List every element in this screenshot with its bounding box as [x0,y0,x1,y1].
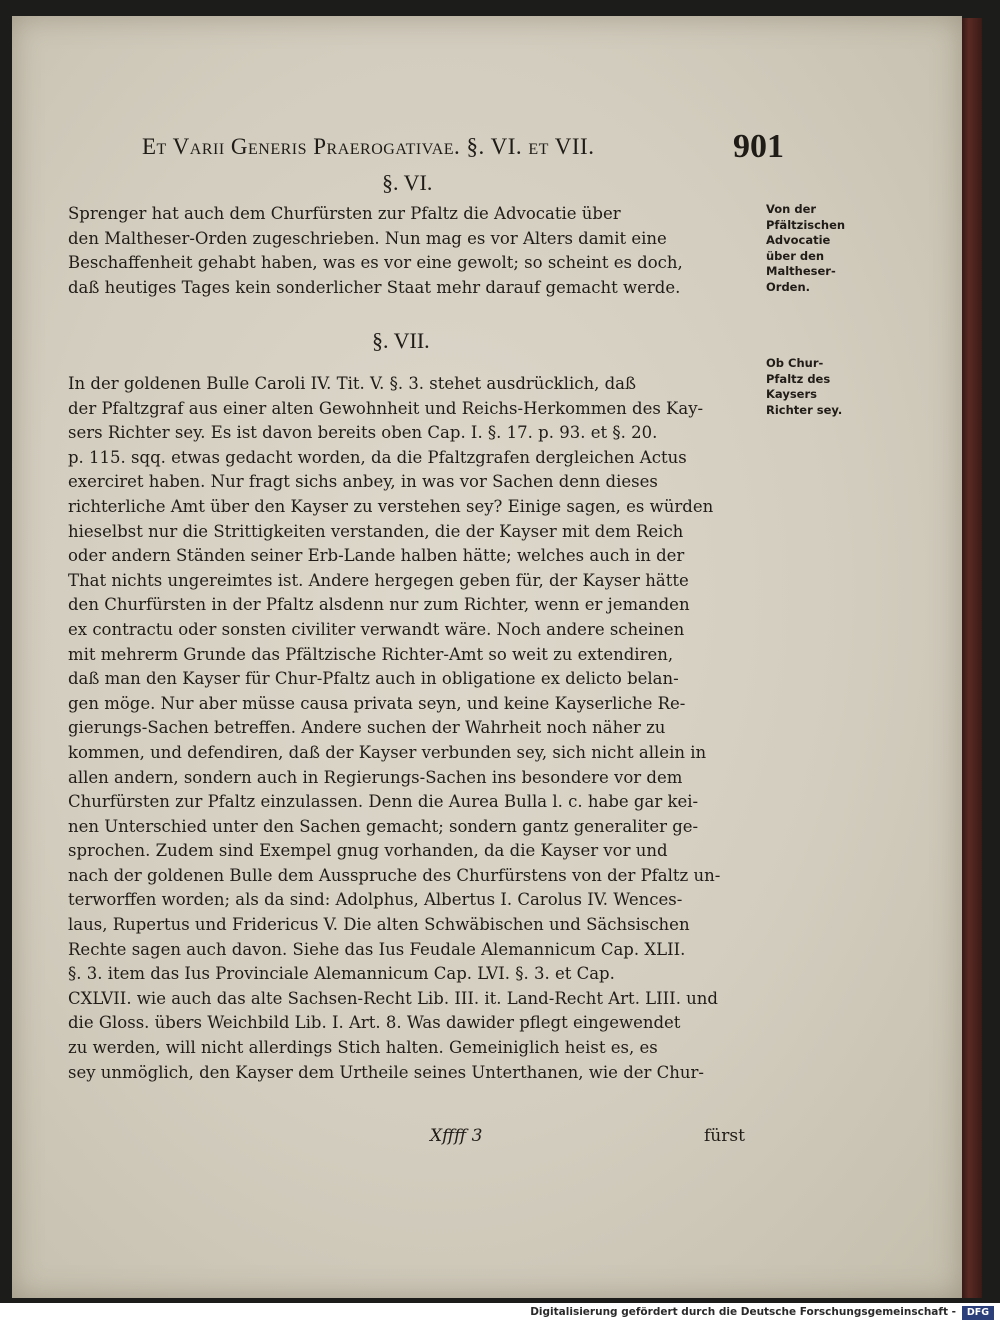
text-line: daß heutiges Tages kein sonderlicher Staat mehr darauf gemacht werde. [68,277,681,297]
section-6-margin-note [766,202,854,295]
section-7-heading: §. VII. [372,328,430,353]
margin-note-line: Pfaltz des [766,371,831,386]
section-7-paragraph [68,372,756,1085]
text-line: richterliche Amt über den Kayser zu verstehen sey? Einige sagen, es würden [68,496,714,516]
text-line: allen andern, sondern auch in Regierungs-Sachen ins besondere vor dem [68,767,683,787]
footer-bar [0,1303,1000,1323]
text-line: kommen, und defendiren, daß der Kayser verbunden sey, sich nicht allein in [68,742,707,762]
margin-note-line: Maltheser- [766,264,836,278]
dfg-logo: DFG [962,1306,994,1320]
catchword: fürst [704,1126,745,1146]
text-line: §. 3. item das Ius Provinciale Alemannicum Cap. LVI. §. 3. et Cap. [68,964,615,984]
book-page [12,16,962,1298]
book-spine-edge [960,18,982,1298]
text-line: p. 115. sqq. etwas gedacht worden, da die Pfaltzgrafen dergleichen Actus [68,447,687,467]
margin-note-line: über den [766,248,825,263]
text-line: In der goldenen Bulle Caroli IV. Tit. V. §. 3. stehet ausdrücklich, daß [68,374,637,393]
text-line: laus, Rupertus und Fridericus V. Die alten Schwäbischen und Sächsischen [68,915,690,935]
margin-note-line: Kaysers [766,387,817,401]
text-line: den Maltheser-Orden zugeschrieben. Nun mag es vor Alters damit eine [68,228,667,248]
running-title: Et Varii Generis Praerogativae. §. VI. et VII. [142,134,595,159]
signature-mark: Xffff 3 [430,1126,483,1146]
text-line: CXLVII. wie auch das alte Sachsen-Recht Lib. III. it. Land-Recht Art. LIII. und [68,988,718,1008]
text-line: mit mehrerm Grunde das Pfältzische Richter-Amt so weit zu extendiren, [68,644,674,664]
text-line: nach der goldenen Bulle dem Ausspruche des Churfürstens von der Pfaltz un- [68,865,721,885]
text-line: gierungs-Sachen betreffen. Andere suchen der Wahrheit noch näher zu [68,718,666,738]
text-line: That nichts ungereimtes ist. Andere hergegen geben für, der Kayser hätte [68,570,689,590]
margin-note-line: Ob Chur- [766,356,824,370]
text-line: hieselbst nur die Strittigkeiten verstanden, die der Kayser mit dem Reich [68,521,684,541]
text-line: exerciret haben. Nur fragt sichs anbey, in was vor Sachen denn dieses [68,472,658,492]
section-6-heading: §. VI. [382,170,433,195]
text-line: der Pfaltzgraf aus einer alten Gewohnheit und Reichs-Herkommen des Kay- [68,398,704,418]
text-line: sprochen. Zudem sind Exempel gnug vorhanden, da die Kayser vor und [68,841,668,861]
margin-note-line: Orden. [766,279,811,294]
text-line: den Churfürsten in der Pfaltz alsdenn nur zum Richter, wenn er jemanden [68,595,690,615]
section-6-paragraph [68,202,756,300]
text-line: Churfürsten zur Pfaltz einzulassen. Denn die Aurea Bulla l. c. habe gar kei- [68,792,699,812]
margin-note-line: Von der [766,202,817,216]
margin-note-line: Advocatie [766,233,831,247]
text-line: sey unmöglich, den Kayser dem Urtheile seines Unterthanen, wie der Chur- [68,1062,704,1082]
text-line: gen möge. Nur aber müsse causa privata seyn, und keine Kayserliche Re- [68,693,686,713]
text-line: Rechte sagen auch davon. Siehe das Ius Feudale Alemannicum Cap. XLII. [68,939,686,959]
running-header [142,128,782,172]
section-7-margin-note [766,356,854,418]
text-line: daß man den Kayser für Chur-Pfaltz auch in obligatione ex delicto belan- [68,669,679,689]
text-line: oder andern Ständen seiner Erb-Lande halben hätte; welches auch in der [68,546,685,566]
text-line: die Gloss. übers Weichbild Lib. I. Art. 8. Was dawider pflegt eingewendet [68,1013,681,1033]
text-line: nen Unterschied unter den Sachen gemacht; sondern gantz generaliter ge- [68,816,699,836]
funding-notice: Digitalisierung gefördert durch die Deutsche Forschungsgemeinschaft - [530,1306,956,1318]
text-line: terworffen worden; als da sind: Adolphus, Albertus I. Carolus IV. Wences- [68,890,683,910]
text-line: Beschaffenheit gehabt haben, was es vor eine gewolt; so scheint es doch, [68,253,683,273]
text-line: ex contractu oder sonsten civiliter verwandt wäre. Noch andere scheinen [68,619,685,639]
margin-note-line: Pfältzischen [766,217,846,232]
text-line: zu werden, will nicht allerdings Stich halten. Gemeiniglich heist es, es [68,1038,658,1058]
page-number: 901 [733,128,784,165]
text-line: sers Richter sey. Es ist davon bereits oben Cap. I. §. 17. p. 93. et §. 20. [68,423,658,443]
margin-note-line: Richter sey. [766,402,843,417]
text-line: Sprenger hat auch dem Churfürsten zur Pfaltz die Advocatie über [68,204,621,223]
